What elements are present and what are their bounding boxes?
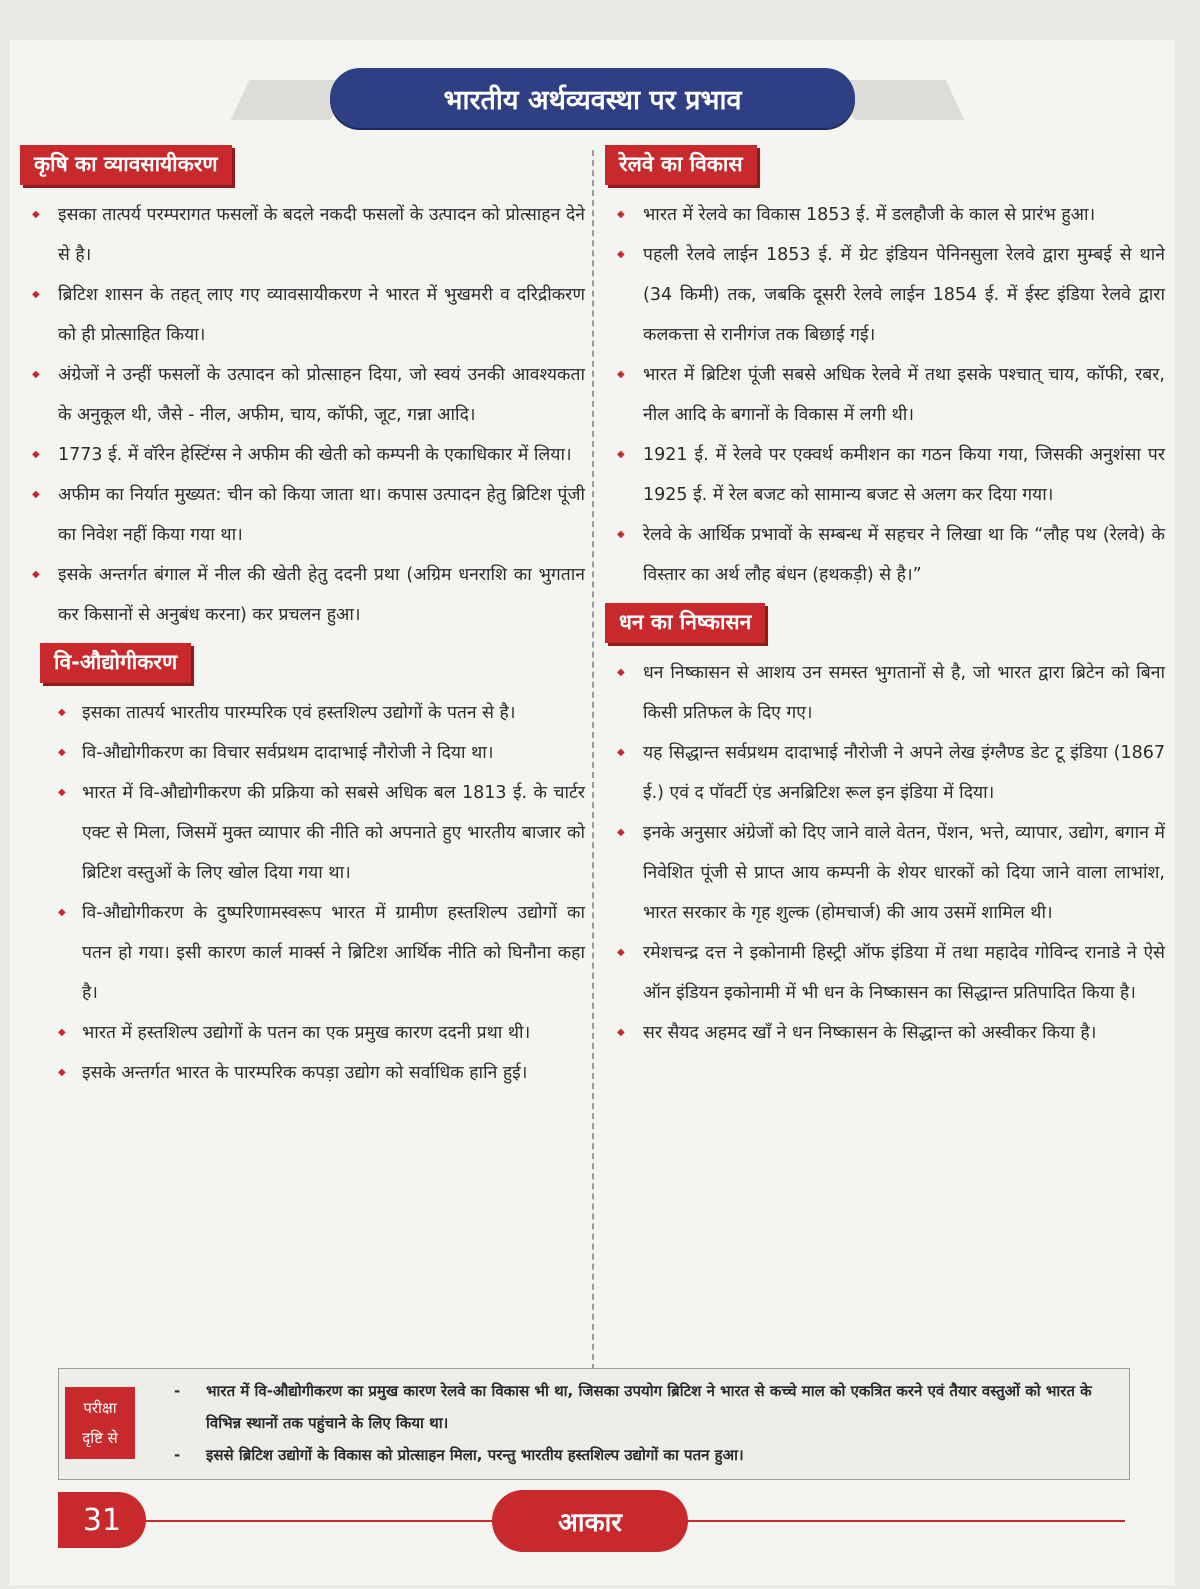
right-column	[605, 145, 1165, 1053]
list-item: ◆ यह सिद्धान्त सर्वप्रथम दादाभाई नौरोजी ने अपने लेख इंग्लैण्ड डेट टू इंडिया (1867 ई.) एवं द पॉवर्टी एंड अनब्रिटिश रूल इन इंडिया में दिया।	[605, 733, 1165, 813]
exam-note-box	[58, 1368, 1130, 1480]
list-item: ◆ इसके अन्तर्गत बंगाल में नील की खेती हेतु ददनी प्रथा (अग्रिम धनराशि का भुगतान कर किसानों से अनुबंध करना) कर प्रचलन हुआ।	[20, 555, 585, 635]
list-item: ◆ भारत में रेलवे का विकास 1853 ई. में डलहौजी के काल से प्रारंभ हुआ।	[605, 195, 1165, 235]
section-heading-deindustrialization: वि-औद्योगीकरण	[40, 643, 191, 683]
column-divider	[592, 150, 594, 1380]
list-item: ◆ वि-औद्योगीकरण के दुष्परिणामस्वरूप भारत में ग्रामीण हस्तशिल्प उद्योगों का पतन हो गया। इसी कारण कार्ल मार्क्स ने ब्रिटिश आर्थिक नीति को घिनौना कहा है।	[20, 893, 585, 1013]
publisher-logo: आकार	[492, 1490, 688, 1552]
list-item: ◆ अंग्रेजों ने उन्हीं फसलों के उत्पादन को प्रोत्साहन दिया, जो स्वयं उनकी आवश्यकता के अनुकूल थी, जैसे - नील, अफीम, चाय, कॉफी, जूट, गन्ना आदि।	[20, 355, 585, 435]
list-item: ◆ भारत में ब्रिटिश पूंजी सबसे अधिक रेलवे में तथा इसके पश्चात् चाय, कॉफी, रबर, नील आदि के बगानों के विकास में लगी थी।	[605, 355, 1165, 435]
list-item: ◆ भारत में हस्तशिल्प उद्योगों के पतन का एक प्रमुख कारण ददनी प्रथा थी।	[20, 1013, 585, 1053]
page-number: 31	[58, 1492, 146, 1548]
list-item: ◆ रमेशचन्द्र दत्त ने इकोनामी हिस्ट्री ऑफ इंडिया में तथा महादेव गोविन्द रानाडे ने ऐसे ऑन इंडियन इकोनामी में भी धन के निष्कासन का सिद्धान्त प्रतिपादित किया है।	[605, 933, 1165, 1013]
exam-note-item: - इससे ब्रिटिश उद्योगों के विकास को प्रोत्साहन मिला, परन्तु भारतीय हस्तशिल्प उद्योगों का पतन हुआ।	[174, 1439, 1119, 1471]
drain-of-wealth-list	[605, 653, 1165, 1053]
exam-note-tag-line1: परीक्षा	[83, 1399, 117, 1417]
list-item: ◆ 1921 ई. में रेलवे पर एक्वर्थ कमीशन का गठन किया गया, जिसकी अनुशंसा पर 1925 ई. में रेल बजट को सामान्य बजट से अलग कर दिया गया।	[605, 435, 1165, 515]
left-column	[20, 145, 585, 1093]
list-item: ◆ पहली रेलवे लाईन 1853 ई. में ग्रेट इंडियन पेनिनसुला रेलवे द्वारा मुम्बई से थाने (34 किमी) तक, जबकि दूसरी रेलवे लाईन 1854 ई. में ईस्ट इंडिया रेलवे द्वारा कलकत्ता से रानीगंज तक बिछाई गई।	[605, 235, 1165, 355]
list-item: ◆ इसका तात्पर्य परम्परागत फसलों के बदले नकदी फसलों के उत्पादन को प्रोत्साहन देने से है।	[20, 195, 585, 275]
section-heading-commercialization: कृषि का व्यावसायीकरण	[20, 145, 232, 185]
exam-note-tag	[65, 1387, 135, 1459]
list-item: ◆ इसका तात्पर्य भारतीय पारम्परिक एवं हस्तशिल्प उद्योगों के पतन से है।	[20, 693, 585, 733]
section-heading-railway: रेलवे का विकास	[605, 145, 757, 185]
exam-note-item: - भारत में वि-औद्योगीकरण का प्रमुख कारण रेलवे का विकास भी था, जिसका उपयोग ब्रिटिश ने भारत से कच्चे माल को एकत्रित करने एवं तैयार वस्तुओं को भारत के विभिन्न स्थानों तक पहुंचाने के लिए किया था।	[174, 1375, 1119, 1439]
list-item: ◆ 1773 ई. में वॉरेन हेस्टिंग्स ने अफीम की खेती को कम्पनी के एकाधिकार में लिया।	[20, 435, 585, 475]
deindustrialization-list	[20, 693, 585, 1093]
list-item: ◆ इनके अनुसार अंग्रेजों को दिए जाने वाले वेतन, पेंशन, भत्ते, व्यापार, उद्योग, बगान में निवेशित पूंजी से प्राप्त आय कम्पनी के शेयर धारकों को दिया जाने वाला लाभांश, भारत सरकार के गृह शुल्क (होमचार्ज) की आय उसमें शामिल थी।	[605, 813, 1165, 933]
list-item: ◆ वि-औद्योगीकरण का विचार सर्वप्रथम दादाभाई नौरोजी ने दिया था।	[20, 733, 585, 773]
railway-list	[605, 195, 1165, 595]
list-item: ◆ सर सैयद अहमद खाँ ने धन निष्कासन के सिद्धान्त को अस्वीकर किया है।	[605, 1013, 1165, 1053]
list-item: ◆ अफीम का निर्यात मुख्यत: चीन को किया जाता था। कपास उत्पादन हेतु ब्रिटिश पूंजी का निवेश नहीं किया गया था।	[20, 475, 585, 555]
list-item: ◆ भारत में वि-औद्योगीकरण की प्रक्रिया को सबसे अधिक बल 1813 ई. के चार्टर एक्ट से मिला, जिसमें मुक्त व्यापार की नीति को अपनाते हुए भारतीय बाजार को ब्रिटिश वस्तुओं के लिए खोल दिया गया था।	[20, 773, 585, 893]
exam-note-list	[174, 1375, 1119, 1471]
commercialization-list	[20, 195, 585, 635]
page-title: भारतीय अर्थव्यवस्था पर प्रभाव	[330, 68, 855, 128]
list-item: ◆ धन निष्कासन से आशय उन समस्त भुगतानों से है, जो भारत द्वारा ब्रिटेन को बिना किसी प्रतिफल के दिए गए।	[605, 653, 1165, 733]
banner-decoration-right	[836, 80, 965, 120]
list-item: ◆ रेलवे के आर्थिक प्रभावों के सम्बन्ध में सहचर ने लिखा था कि “लौह पथ (रेलवे) के विस्तार का अर्थ लौह बंधन (हथकड़ी) से है।”	[605, 515, 1165, 595]
list-item: ◆ ब्रिटिश शासन के तहत् लाए गए व्यावसायीकरण ने भारत में भुखमरी व दरिद्रीकरण को ही प्रोत्साहित किया।	[20, 275, 585, 355]
list-item: ◆ इसके अन्तर्गत भारत के पारम्परिक कपड़ा उद्योग को सर्वाधिक हानि हुई।	[20, 1053, 585, 1093]
exam-note-tag-line2: दृष्टि से	[82, 1429, 118, 1447]
section-heading-drain-of-wealth: धन का निष्कासन	[605, 603, 765, 643]
